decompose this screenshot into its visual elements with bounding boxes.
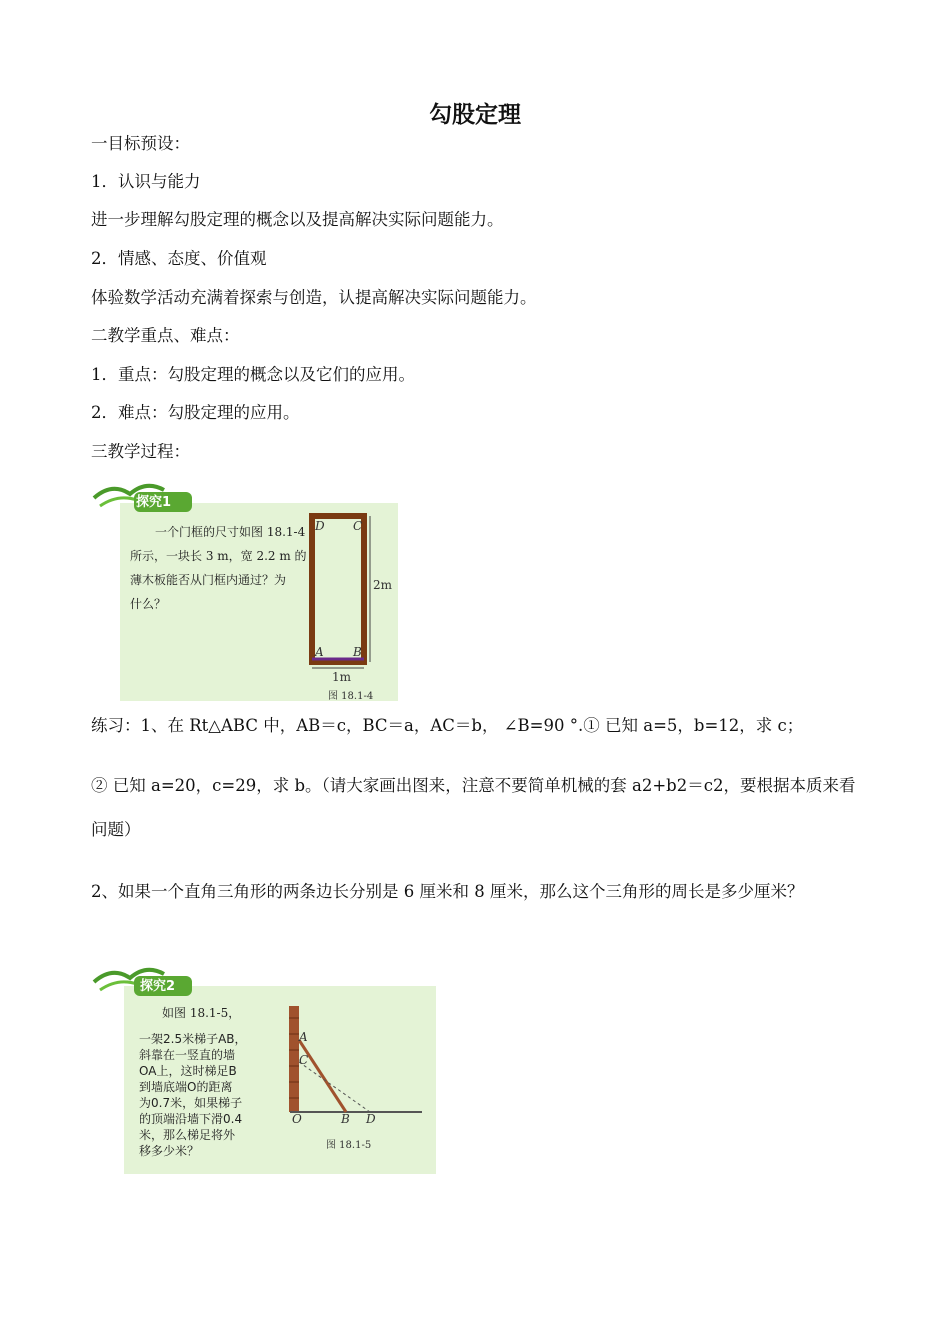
ladder-label-b: B <box>341 1112 350 1126</box>
explore-1-ribbon-label: 探究1 <box>136 495 172 510</box>
explore-2-text-line: 到墙底端O的距离 <box>139 1080 233 1094</box>
explore-2-text-line: 米，那么梯足将外 <box>139 1128 236 1142</box>
ladder-label-d: D <box>366 1112 376 1126</box>
ladder-label-a: A <box>299 1030 308 1044</box>
explore-2-text-line: 为0.7米，如果梯子 <box>139 1096 243 1110</box>
ladder-label-c: C <box>299 1053 309 1067</box>
page-title: 勾股定理 <box>429 102 521 128</box>
section-1-item-1-text: 进一步理解勾股定理的概念以及提高解决实际问题能力。 <box>91 210 504 229</box>
explore-2-text-line: OA上，这时梯足B <box>139 1064 237 1078</box>
door-label-d: D <box>315 519 325 533</box>
explore-2-text-line: 的顶端沿墙下滑0.4 <box>139 1112 243 1126</box>
door-label-b: B <box>353 645 362 659</box>
explore-2-text-line: 斜靠在一竖直的墙 <box>139 1048 236 1062</box>
section-2-item-1: 1．重点：勾股定理的概念以及它们的应用。 <box>91 365 415 384</box>
section-1-heading: 一目标预设： <box>91 134 190 153</box>
door-label-a: A <box>315 645 324 659</box>
exercise-2: 2、如果一个直角三角形的两条边长分别是 6 厘米和 8 厘米，那么这个三角形的周长是多少厘米？ <box>91 882 804 901</box>
explore-1-text-line: 什么？ <box>130 597 167 611</box>
section-1-item-2: 2．情感、态度、价值观 <box>91 249 267 268</box>
door-height-label: 2m <box>373 578 393 592</box>
explore-1-caption: 图 18.1-4 <box>328 691 374 702</box>
section-3-heading: 三教学过程： <box>91 442 190 461</box>
exercise-1-line-1: 练习：1、在 Rt△ABC 中，AB＝c，BC＝a，AC＝b， ∠B=90 °.① 已知 a=5，b=12，求 c； <box>91 716 804 735</box>
door-width-label: 1m <box>332 670 352 684</box>
explore-2-text-line: 移多少米？ <box>139 1144 200 1158</box>
section-2-heading: 二教学重点、难点： <box>91 326 240 345</box>
explore-1-text-line: 薄木板能否从门框内通过？为 <box>130 573 287 587</box>
door-label-c: C <box>353 519 363 533</box>
explore-1-text-line: 所示，一块长 3 m，宽 2.2 m 的 <box>130 549 307 563</box>
explore-2-ribbon-label: 探究2 <box>140 979 176 994</box>
section-2-item-2: 2．难点：勾股定理的应用。 <box>91 403 300 422</box>
explore-2-caption: 图 18.1-5 <box>326 1140 372 1151</box>
ladder-label-o: O <box>292 1112 302 1126</box>
section-1-item-2-text: 体验数学活动充满着探索与创造，认提高解决实际问题能力。 <box>91 288 537 307</box>
explore-2-heading: 如图 18.1-5， <box>162 1006 241 1020</box>
explore-1-text-line: 一个门框的尺寸如图 18.1-4 <box>155 525 306 539</box>
exercise-1-line-2: ② 已知 a=20，c=29，求 b。（请大家画出图来，注意不要简单机械的套 a2+b2＝c2，要根据本质来看问题） <box>91 776 856 839</box>
explore-2-text-line: 一架2.5米梯子AB， <box>139 1032 247 1046</box>
section-1-item-1: 1．认识与能力 <box>91 172 201 191</box>
